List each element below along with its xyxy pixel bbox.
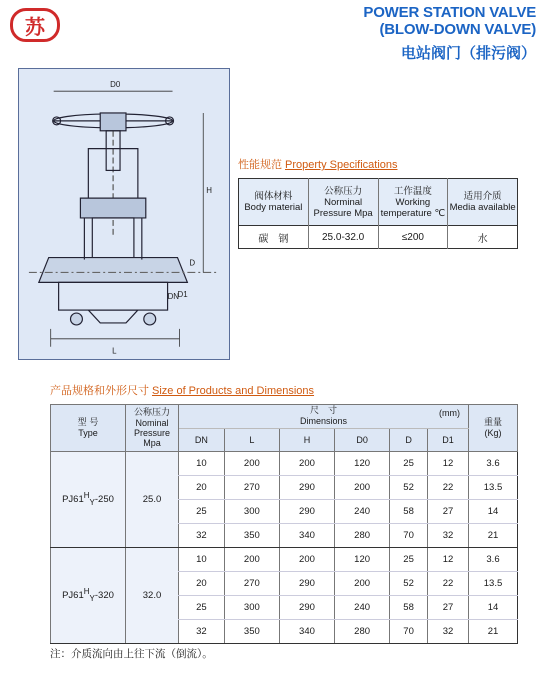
cell-media: 水 — [448, 226, 518, 249]
cell-pressure: 32.0 — [126, 548, 179, 644]
property-section-title — [238, 156, 398, 172]
model-part: PJ61 — [62, 590, 84, 602]
table-cell: 290 — [279, 572, 334, 596]
table-row — [51, 548, 518, 572]
header-en: Working temperature ℃ — [380, 196, 446, 219]
property-title-cn: 性能规范 — [238, 158, 282, 171]
table-cell: 200 — [224, 452, 279, 476]
size-header-row-1 — [51, 405, 518, 429]
size-title-cn: 产品规格和外形尺寸 — [50, 384, 149, 397]
cell-pressure: 25.0-32.0 — [308, 226, 378, 249]
table-cell: 120 — [335, 452, 390, 476]
col-dn: DN — [179, 428, 225, 452]
title-line-2: (BLOW-DOWN VALVE) — [379, 21, 536, 38]
cell-model — [51, 548, 126, 644]
title-line-1: POWER STATION VALVE — [363, 4, 536, 21]
header-en: Body material — [244, 202, 303, 213]
table-cell: 20 — [179, 572, 225, 596]
table-cell: 290 — [279, 476, 334, 500]
table-cell: 280 — [335, 524, 390, 548]
table-cell: 22 — [428, 476, 469, 500]
page-title-cn: 电站阀门（排污阀） — [400, 44, 536, 62]
header-cn: 型 号 — [77, 418, 99, 428]
model-part: H — [83, 587, 90, 597]
table-cell: 10 — [179, 548, 225, 572]
table-cell: 21 — [469, 524, 518, 548]
header-cn: 公称压力 — [324, 185, 363, 197]
header-body-material — [239, 179, 309, 226]
label-l: L — [112, 346, 117, 356]
label-dn: DN — [167, 292, 180, 302]
header-cn: 公称压力 — [133, 408, 170, 418]
table-cell: 13.5 — [469, 476, 518, 500]
table-cell: 32 — [428, 524, 469, 548]
table-cell: 12 — [428, 452, 469, 476]
header-cn: 工作温度 — [393, 185, 432, 197]
header-en: Norminal Pressure Mpa — [313, 196, 373, 219]
table-cell: 350 — [224, 620, 279, 644]
table-cell: 290 — [279, 500, 334, 524]
table-cell: 70 — [390, 620, 428, 644]
table-cell: 12 — [428, 548, 469, 572]
table-cell: 25 — [179, 596, 225, 620]
table-cell: 52 — [390, 572, 428, 596]
table-cell: 200 — [279, 452, 334, 476]
col-l: L — [224, 428, 279, 452]
header-pressure — [308, 179, 378, 226]
table-cell: 340 — [279, 620, 334, 644]
model-part: H — [83, 491, 90, 501]
table-cell: 200 — [335, 476, 390, 500]
header-en: Media available — [449, 202, 516, 213]
table-cell: 240 — [335, 596, 390, 620]
label-h: H — [206, 186, 212, 196]
valve-drawing — [18, 68, 230, 360]
table-cell: 52 — [390, 476, 428, 500]
table-cell: 290 — [279, 596, 334, 620]
table-cell: 350 — [224, 524, 279, 548]
header-en: Nominal Pressure Mpa — [133, 418, 170, 448]
footnote: 注：介质流向由上往下流（倒流）。 — [50, 648, 213, 660]
property-row — [239, 226, 518, 249]
header-cn: 重量 — [483, 418, 502, 428]
header-cn: 适用介质 — [463, 191, 502, 202]
table-cell: 200 — [279, 548, 334, 572]
header-dimensions — [179, 405, 469, 429]
model-part: Y — [89, 594, 95, 604]
model-part: -250 — [94, 494, 114, 506]
label-d1: D1 — [177, 290, 188, 300]
table-cell: 13.5 — [469, 572, 518, 596]
header-en: Type — [78, 428, 98, 438]
table-cell: 120 — [335, 548, 390, 572]
page-title — [363, 4, 536, 38]
table-cell: 340 — [279, 524, 334, 548]
header-temperature — [378, 179, 448, 226]
table-cell: 58 — [390, 500, 428, 524]
cell-temperature: ≤200 — [378, 226, 448, 249]
table-cell: 270 — [224, 572, 279, 596]
table-cell: 200 — [224, 548, 279, 572]
property-header-row — [239, 179, 518, 226]
size-section-title — [50, 382, 314, 398]
header-weight — [469, 405, 518, 452]
table-cell: 27 — [428, 500, 469, 524]
table-cell: 25 — [179, 500, 225, 524]
table-row — [51, 452, 518, 476]
unit-label: (mm) — [439, 408, 460, 418]
table-cell: 21 — [469, 620, 518, 644]
model-part: PJ61 — [62, 494, 84, 506]
table-cell: 300 — [224, 596, 279, 620]
header-en: (Kg) — [484, 428, 502, 438]
table-cell: 22 — [428, 572, 469, 596]
header-cn: 尺 寸 — [309, 406, 337, 417]
brand-logo: 苏 — [10, 8, 60, 42]
label-d0: D0 — [110, 80, 121, 90]
header-type — [51, 405, 126, 452]
table-cell: 200 — [335, 572, 390, 596]
table-cell: 240 — [335, 500, 390, 524]
table-cell: 14 — [469, 596, 518, 620]
size-table — [50, 404, 518, 644]
label-d: D — [189, 258, 196, 268]
table-cell: 25 — [390, 548, 428, 572]
table-cell: 280 — [335, 620, 390, 644]
table-cell: 27 — [428, 596, 469, 620]
table-cell: 3.6 — [469, 452, 518, 476]
header-media — [448, 179, 518, 226]
col-d0: D0 — [335, 428, 390, 452]
size-title-en: Size of Products and Dimensions — [152, 385, 315, 397]
table-cell: 25 — [390, 452, 428, 476]
cell-material: 碳 钢 — [239, 226, 309, 249]
table-cell: 70 — [390, 524, 428, 548]
table-cell: 14 — [469, 500, 518, 524]
table-cell: 270 — [224, 476, 279, 500]
cell-model — [51, 452, 126, 548]
table-cell: 32 — [428, 620, 469, 644]
property-table — [238, 178, 518, 249]
table-cell: 300 — [224, 500, 279, 524]
header-en: Dimensions — [299, 416, 348, 427]
table-cell: 32 — [179, 524, 225, 548]
property-title-en: Property Specifications — [285, 159, 398, 171]
model-part: Y — [89, 498, 95, 508]
model-part: -320 — [94, 590, 114, 602]
col-d1: D1 — [428, 428, 469, 452]
cell-pressure: 25.0 — [126, 452, 179, 548]
table-cell: 20 — [179, 476, 225, 500]
valve-diagram — [19, 69, 229, 359]
table-cell: 10 — [179, 452, 225, 476]
table-cell: 32 — [179, 620, 225, 644]
col-h: H — [279, 428, 334, 452]
header-cn: 阀体材料 — [254, 191, 293, 202]
header-nominal-pressure — [126, 405, 179, 452]
table-cell: 3.6 — [469, 548, 518, 572]
table-cell: 58 — [390, 596, 428, 620]
col-d: D — [390, 428, 428, 452]
